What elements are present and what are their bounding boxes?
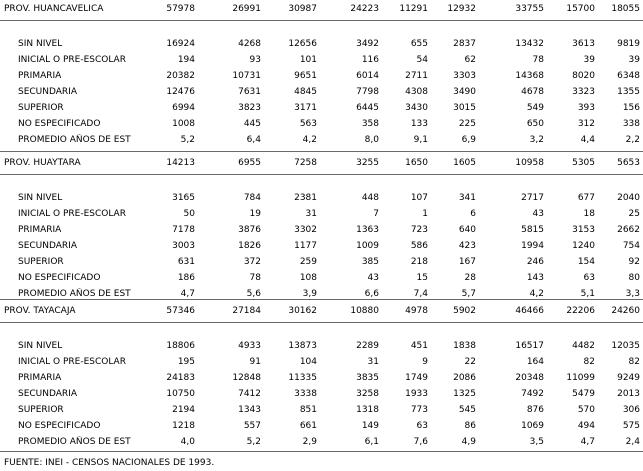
value-cell: 631 bbox=[177, 257, 195, 267]
value-cell: 549 bbox=[526, 103, 544, 113]
value-cell: 4308 bbox=[405, 87, 428, 97]
value-cell: 10750 bbox=[166, 389, 195, 399]
table-row bbox=[0, 340, 643, 353]
value-cell: 218 bbox=[410, 257, 428, 267]
header-divider bbox=[0, 174, 643, 175]
value-cell: 5,1 bbox=[580, 289, 595, 299]
value-cell: 851 bbox=[299, 405, 317, 415]
value-cell: 5,6 bbox=[246, 289, 261, 299]
value-cell: 5,2 bbox=[180, 135, 195, 145]
value-cell: 3258 bbox=[356, 389, 379, 399]
value-cell: 15700 bbox=[566, 4, 595, 14]
table-row bbox=[0, 372, 643, 385]
table-row bbox=[0, 54, 643, 67]
table-row bbox=[0, 388, 643, 401]
row-label: NO ESPECIFICADO bbox=[18, 119, 101, 129]
value-cell: 54 bbox=[416, 55, 428, 65]
value-cell: 723 bbox=[410, 225, 428, 235]
value-cell: 259 bbox=[299, 257, 317, 267]
value-cell: 448 bbox=[361, 193, 379, 203]
row-label: PROMEDIO AÑOS DE EST bbox=[18, 437, 131, 447]
value-cell: 3430 bbox=[405, 103, 428, 113]
row-label: SECUNDARIA bbox=[18, 389, 77, 399]
value-cell: 57978 bbox=[166, 4, 195, 14]
value-cell: 27184 bbox=[232, 306, 261, 316]
value-cell: 5,2 bbox=[246, 437, 261, 447]
value-cell: 11291 bbox=[399, 4, 428, 14]
value-cell: 14368 bbox=[515, 71, 544, 81]
value-cell: 3171 bbox=[294, 103, 317, 113]
value-cell: 80 bbox=[628, 273, 640, 283]
value-cell: 1355 bbox=[617, 87, 640, 97]
value-cell: 24260 bbox=[611, 306, 640, 316]
value-cell: 1177 bbox=[294, 241, 317, 251]
value-cell: 24183 bbox=[166, 373, 195, 383]
value-cell: 2662 bbox=[617, 225, 640, 235]
value-cell: 575 bbox=[622, 421, 640, 431]
value-cell: 195 bbox=[177, 357, 195, 367]
value-cell: 1343 bbox=[238, 405, 261, 415]
value-cell: 876 bbox=[526, 405, 544, 415]
value-cell: 2717 bbox=[521, 193, 544, 203]
value-cell: 63 bbox=[583, 273, 595, 283]
table-row bbox=[0, 356, 643, 369]
table-row bbox=[0, 192, 643, 205]
table-row bbox=[0, 240, 643, 253]
value-cell: 4,7 bbox=[580, 437, 595, 447]
value-cell: 31 bbox=[367, 357, 379, 367]
row-label: SUPERIOR bbox=[18, 103, 64, 113]
value-cell: 28 bbox=[464, 273, 476, 283]
value-cell: 30162 bbox=[288, 306, 317, 316]
value-cell: 92 bbox=[628, 257, 640, 267]
value-cell: 19 bbox=[249, 209, 261, 219]
value-cell: 24223 bbox=[350, 4, 379, 14]
value-cell: 4678 bbox=[521, 87, 544, 97]
value-cell: 50 bbox=[183, 209, 195, 219]
header-divider bbox=[0, 322, 643, 323]
table-row bbox=[0, 86, 643, 99]
table-row bbox=[0, 118, 643, 131]
value-cell: 186 bbox=[177, 273, 195, 283]
value-cell: 4978 bbox=[405, 306, 428, 316]
province-name: PROV. HUAYTARA bbox=[4, 158, 81, 168]
value-cell: 5653 bbox=[617, 158, 640, 168]
value-cell: 39 bbox=[628, 55, 640, 65]
value-cell: 2194 bbox=[172, 405, 195, 415]
value-cell: 4,0 bbox=[180, 437, 195, 447]
value-cell: 3255 bbox=[356, 158, 379, 168]
value-cell: 6014 bbox=[356, 71, 379, 81]
value-cell: 93 bbox=[249, 55, 261, 65]
value-cell: 586 bbox=[410, 241, 428, 251]
table-row bbox=[0, 134, 643, 147]
table-row bbox=[0, 404, 643, 417]
value-cell: 11335 bbox=[288, 373, 317, 383]
value-cell: 12932 bbox=[447, 4, 476, 14]
value-cell: 31 bbox=[305, 209, 317, 219]
value-cell: 12848 bbox=[232, 373, 261, 383]
value-cell: 82 bbox=[628, 357, 640, 367]
value-cell: 46466 bbox=[515, 306, 544, 316]
value-cell: 393 bbox=[577, 103, 595, 113]
value-cell: 133 bbox=[410, 119, 428, 129]
value-cell: 3015 bbox=[453, 103, 476, 113]
value-cell: 1069 bbox=[521, 421, 544, 431]
value-cell: 545 bbox=[458, 405, 476, 415]
value-cell: 6955 bbox=[238, 158, 261, 168]
row-label: PROMEDIO AÑOS DE EST bbox=[18, 135, 131, 145]
value-cell: 2086 bbox=[453, 373, 476, 383]
row-label: PRIMARIA bbox=[18, 373, 62, 383]
province-row bbox=[0, 305, 643, 318]
value-cell: 6,9 bbox=[461, 135, 476, 145]
value-cell: 2711 bbox=[405, 71, 428, 81]
value-cell: 5815 bbox=[521, 225, 544, 235]
row-label: SIN NIVEL bbox=[18, 193, 63, 203]
value-cell: 1 bbox=[422, 209, 428, 219]
value-cell: 4,4 bbox=[580, 135, 595, 145]
value-cell: 30987 bbox=[288, 4, 317, 14]
value-cell: 11099 bbox=[566, 373, 595, 383]
value-cell: 149 bbox=[361, 421, 379, 431]
value-cell: 164 bbox=[526, 357, 544, 367]
value-cell: 4,7 bbox=[180, 289, 195, 299]
value-cell: 16924 bbox=[166, 39, 195, 49]
value-cell: 3876 bbox=[238, 225, 261, 235]
value-cell: 338 bbox=[622, 119, 640, 129]
value-cell: 563 bbox=[299, 119, 317, 129]
value-cell: 4,2 bbox=[529, 289, 544, 299]
value-cell: 2289 bbox=[356, 341, 379, 351]
table-row bbox=[0, 224, 643, 237]
header-divider bbox=[0, 20, 643, 21]
value-cell: 4482 bbox=[572, 341, 595, 351]
value-cell: 101 bbox=[299, 55, 317, 65]
value-cell: 2,9 bbox=[302, 437, 317, 447]
value-cell: 2,4 bbox=[625, 437, 640, 447]
value-cell: 12476 bbox=[166, 87, 195, 97]
value-cell: 18055 bbox=[611, 4, 640, 14]
row-label: PROMEDIO AÑOS DE EST bbox=[18, 289, 131, 299]
province-name: PROV. TAYACAJA bbox=[4, 306, 76, 316]
value-cell: 156 bbox=[622, 103, 640, 113]
value-cell: 107 bbox=[410, 193, 428, 203]
value-cell: 13873 bbox=[288, 341, 317, 351]
value-cell: 341 bbox=[458, 193, 476, 203]
value-cell: 8,0 bbox=[364, 135, 379, 145]
value-cell: 82 bbox=[583, 357, 595, 367]
province-row bbox=[0, 3, 643, 16]
row-label: INICIAL O PRE-ESCOLAR bbox=[18, 357, 126, 367]
value-cell: 104 bbox=[299, 357, 317, 367]
value-cell: 39 bbox=[583, 55, 595, 65]
value-cell: 3823 bbox=[238, 103, 261, 113]
value-cell: 15 bbox=[416, 273, 428, 283]
row-label: SIN NIVEL bbox=[18, 341, 63, 351]
section-divider bbox=[0, 299, 643, 300]
value-cell: 10880 bbox=[350, 306, 379, 316]
value-cell: 4268 bbox=[238, 39, 261, 49]
value-cell: 108 bbox=[299, 273, 317, 283]
value-cell: 10731 bbox=[232, 71, 261, 81]
row-label: INICIAL O PRE-ESCOLAR bbox=[18, 55, 126, 65]
table-bottom-divider bbox=[0, 451, 643, 452]
value-cell: 12035 bbox=[611, 341, 640, 351]
value-cell: 43 bbox=[532, 209, 544, 219]
section-divider bbox=[0, 151, 643, 152]
value-cell: 312 bbox=[577, 119, 595, 129]
row-label: SECUNDARIA bbox=[18, 241, 77, 251]
value-cell: 1318 bbox=[356, 405, 379, 415]
value-cell: 3165 bbox=[172, 193, 195, 203]
value-cell: 25 bbox=[628, 209, 640, 219]
value-cell: 18 bbox=[583, 209, 595, 219]
value-cell: 385 bbox=[361, 257, 379, 267]
value-cell: 784 bbox=[243, 193, 261, 203]
value-cell: 9249 bbox=[617, 373, 640, 383]
value-cell: 754 bbox=[622, 241, 640, 251]
value-cell: 7,6 bbox=[413, 437, 428, 447]
value-cell: 451 bbox=[410, 341, 428, 351]
value-cell: 3303 bbox=[453, 71, 476, 81]
value-cell: 6,1 bbox=[364, 437, 379, 447]
value-cell: 9651 bbox=[294, 71, 317, 81]
value-cell: 661 bbox=[299, 421, 317, 431]
value-cell: 445 bbox=[243, 119, 261, 129]
value-cell: 14213 bbox=[166, 158, 195, 168]
value-cell: 6 bbox=[470, 209, 476, 219]
value-cell: 650 bbox=[526, 119, 544, 129]
value-cell: 1650 bbox=[405, 158, 428, 168]
value-cell: 91 bbox=[249, 357, 261, 367]
value-cell: 62 bbox=[464, 55, 476, 65]
value-cell: 43 bbox=[367, 273, 379, 283]
row-label: SUPERIOR bbox=[18, 405, 64, 415]
value-cell: 13432 bbox=[515, 39, 544, 49]
value-cell: 22206 bbox=[566, 306, 595, 316]
value-cell: 7412 bbox=[238, 389, 261, 399]
value-cell: 570 bbox=[577, 405, 595, 415]
table-row bbox=[0, 70, 643, 83]
value-cell: 494 bbox=[577, 421, 595, 431]
value-cell: 4845 bbox=[294, 87, 317, 97]
row-label: SECUNDARIA bbox=[18, 87, 77, 97]
value-cell: 167 bbox=[458, 257, 476, 267]
value-cell: 5,7 bbox=[461, 289, 476, 299]
value-cell: 3,9 bbox=[302, 289, 317, 299]
value-cell: 33755 bbox=[515, 4, 544, 14]
value-cell: 7631 bbox=[238, 87, 261, 97]
value-cell: 2381 bbox=[294, 193, 317, 203]
value-cell: 3835 bbox=[356, 373, 379, 383]
value-cell: 2,2 bbox=[625, 135, 640, 145]
value-cell: 78 bbox=[532, 55, 544, 65]
value-cell: 3492 bbox=[356, 39, 379, 49]
value-cell: 557 bbox=[243, 421, 261, 431]
value-cell: 1749 bbox=[405, 373, 428, 383]
value-cell: 1838 bbox=[453, 341, 476, 351]
value-cell: 358 bbox=[361, 119, 379, 129]
row-label: NO ESPECIFICADO bbox=[18, 273, 101, 283]
value-cell: 116 bbox=[361, 55, 379, 65]
table-row bbox=[0, 256, 643, 269]
value-cell: 26991 bbox=[232, 4, 261, 14]
value-cell: 7 bbox=[373, 209, 379, 219]
value-cell: 773 bbox=[410, 405, 428, 415]
value-cell: 12656 bbox=[288, 39, 317, 49]
value-cell: 86 bbox=[464, 421, 476, 431]
value-cell: 6,4 bbox=[246, 135, 261, 145]
value-cell: 423 bbox=[458, 241, 476, 251]
row-label: SUPERIOR bbox=[18, 257, 64, 267]
value-cell: 6445 bbox=[356, 103, 379, 113]
value-cell: 3,5 bbox=[529, 437, 544, 447]
value-cell: 1240 bbox=[572, 241, 595, 251]
value-cell: 1605 bbox=[453, 158, 476, 168]
value-cell: 4,2 bbox=[302, 135, 317, 145]
table-row bbox=[0, 272, 643, 285]
value-cell: 1363 bbox=[356, 225, 379, 235]
value-cell: 306 bbox=[622, 405, 640, 415]
value-cell: 4933 bbox=[238, 341, 261, 351]
value-cell: 1325 bbox=[453, 389, 476, 399]
row-label: INICIAL O PRE-ESCOLAR bbox=[18, 209, 126, 219]
value-cell: 1218 bbox=[172, 421, 195, 431]
value-cell: 3,2 bbox=[529, 135, 544, 145]
value-cell: 3,3 bbox=[625, 289, 640, 299]
value-cell: 7,4 bbox=[413, 289, 428, 299]
value-cell: 57346 bbox=[166, 306, 195, 316]
value-cell: 3302 bbox=[294, 225, 317, 235]
value-cell: 6348 bbox=[617, 71, 640, 81]
value-cell: 20382 bbox=[166, 71, 195, 81]
value-cell: 6,6 bbox=[364, 289, 379, 299]
value-cell: 9819 bbox=[617, 39, 640, 49]
value-cell: 78 bbox=[249, 273, 261, 283]
value-cell: 9 bbox=[422, 357, 428, 367]
table-row bbox=[0, 102, 643, 115]
value-cell: 3003 bbox=[172, 241, 195, 251]
value-cell: 225 bbox=[458, 119, 476, 129]
source-footnote: FUENTE: INEI - CENSOS NACIONALES DE 1993. bbox=[4, 458, 215, 468]
row-label: PRIMARIA bbox=[18, 225, 62, 235]
row-label: PRIMARIA bbox=[18, 71, 62, 81]
value-cell: 655 bbox=[410, 39, 428, 49]
value-cell: 246 bbox=[526, 257, 544, 267]
value-cell: 1009 bbox=[356, 241, 379, 251]
table-row bbox=[0, 208, 643, 221]
value-cell: 143 bbox=[526, 273, 544, 283]
value-cell: 7258 bbox=[294, 158, 317, 168]
value-cell: 8020 bbox=[572, 71, 595, 81]
value-cell: 7492 bbox=[521, 389, 544, 399]
value-cell: 194 bbox=[177, 55, 195, 65]
value-cell: 1008 bbox=[172, 119, 195, 129]
value-cell: 5305 bbox=[572, 158, 595, 168]
value-cell: 2837 bbox=[453, 39, 476, 49]
value-cell: 640 bbox=[458, 225, 476, 235]
value-cell: 10958 bbox=[515, 158, 544, 168]
value-cell: 22 bbox=[464, 357, 476, 367]
value-cell: 9,1 bbox=[413, 135, 428, 145]
row-label: NO ESPECIFICADO bbox=[18, 421, 101, 431]
value-cell: 20348 bbox=[515, 373, 544, 383]
value-cell: 2040 bbox=[617, 193, 640, 203]
value-cell: 5479 bbox=[572, 389, 595, 399]
value-cell: 4,9 bbox=[461, 437, 476, 447]
value-cell: 3153 bbox=[572, 225, 595, 235]
province-name: PROV. HUANCAVELICA bbox=[4, 4, 104, 14]
value-cell: 63 bbox=[416, 421, 428, 431]
value-cell: 5902 bbox=[453, 306, 476, 316]
value-cell: 3323 bbox=[572, 87, 595, 97]
value-cell: 372 bbox=[243, 257, 261, 267]
row-label: SIN NIVEL bbox=[18, 39, 63, 49]
value-cell: 677 bbox=[577, 193, 595, 203]
table-row bbox=[0, 38, 643, 51]
value-cell: 16517 bbox=[515, 341, 544, 351]
value-cell: 6994 bbox=[172, 103, 195, 113]
province-row bbox=[0, 157, 643, 170]
value-cell: 1826 bbox=[238, 241, 261, 251]
value-cell: 7178 bbox=[172, 225, 195, 235]
value-cell: 3338 bbox=[294, 389, 317, 399]
value-cell: 154 bbox=[577, 257, 595, 267]
value-cell: 3613 bbox=[572, 39, 595, 49]
value-cell: 7798 bbox=[356, 87, 379, 97]
value-cell: 1933 bbox=[405, 389, 428, 399]
value-cell: 2013 bbox=[617, 389, 640, 399]
value-cell: 18806 bbox=[166, 341, 195, 351]
value-cell: 1994 bbox=[521, 241, 544, 251]
table-row bbox=[0, 436, 643, 449]
table-row bbox=[0, 420, 643, 433]
value-cell: 3490 bbox=[453, 87, 476, 97]
